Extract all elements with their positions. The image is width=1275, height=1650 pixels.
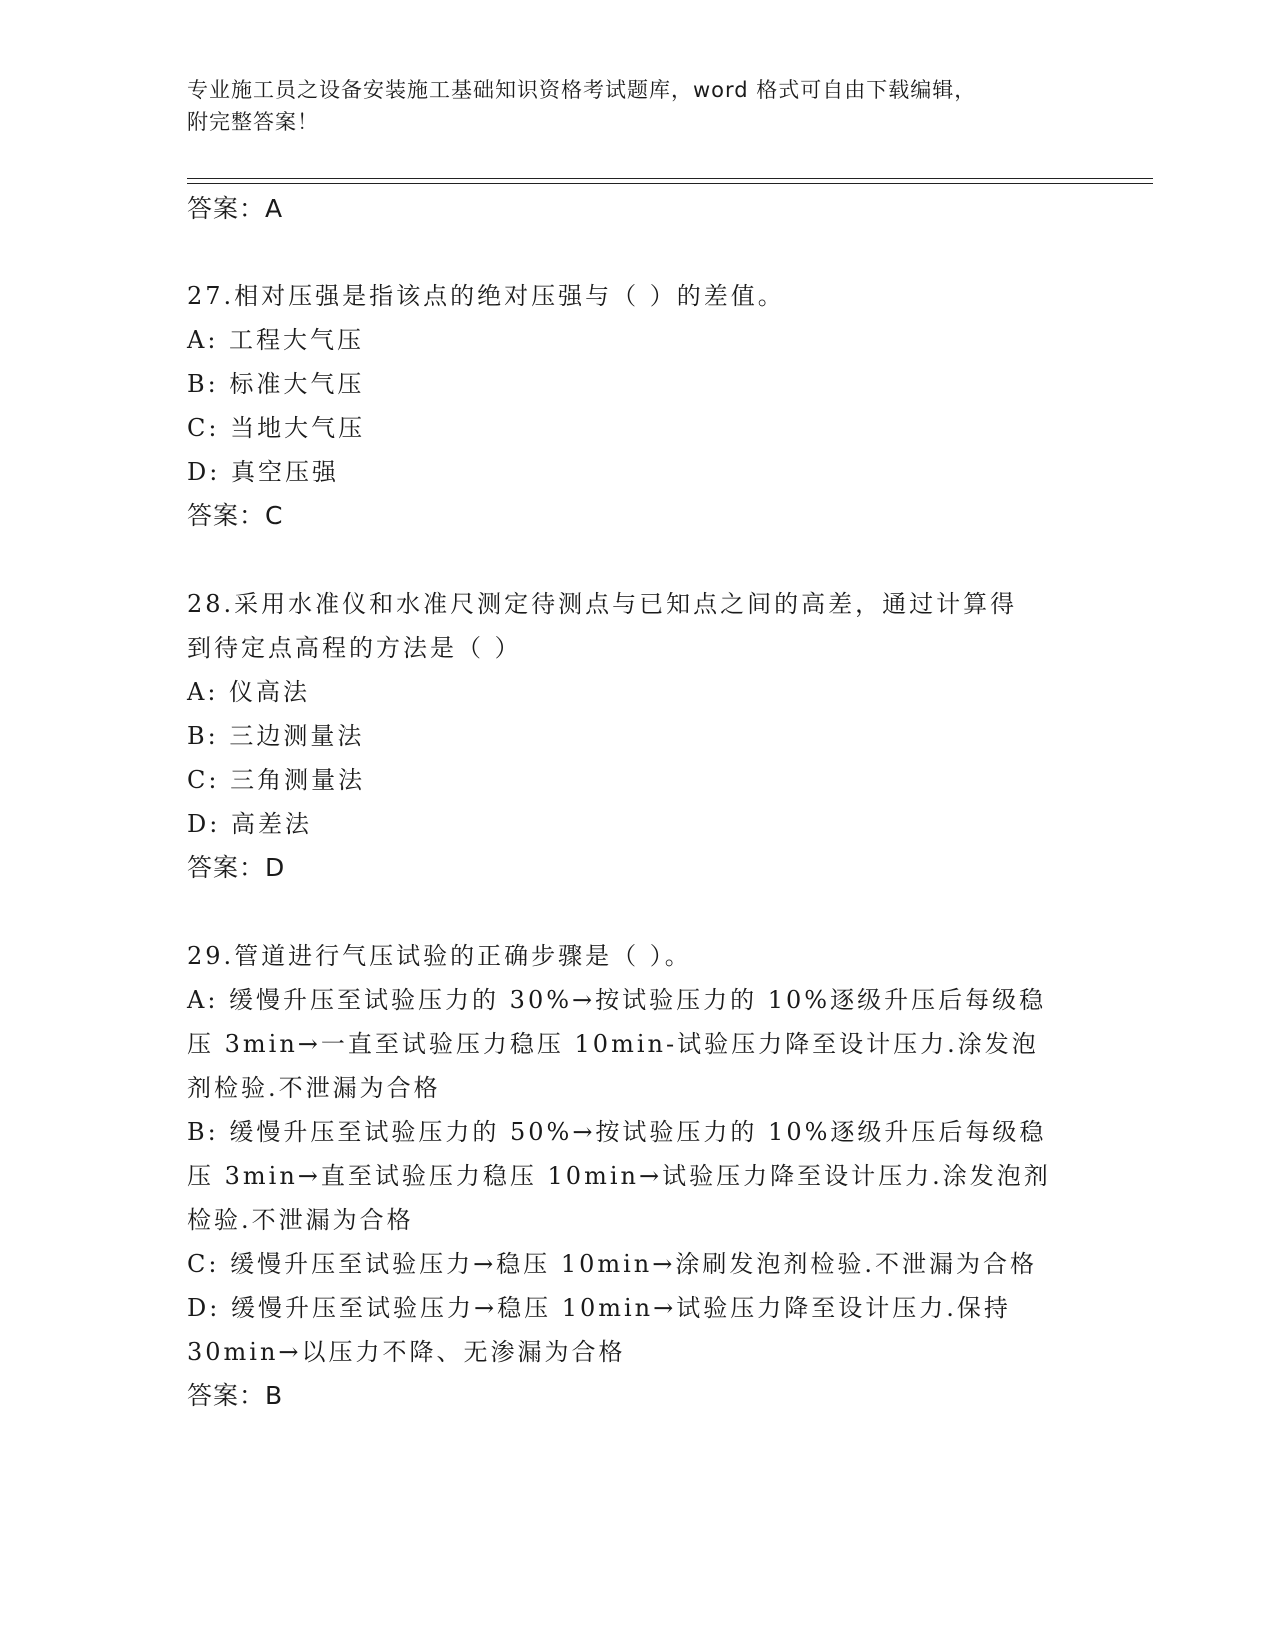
question-27-option-b: B: 标准大气压 bbox=[187, 370, 365, 398]
question-29-option-a-line-1: A: 缓慢升压至试验压力的 30%→按试验压力的 10%逐级升压后每级稳 bbox=[187, 986, 1047, 1014]
answer-prev: 答案：A bbox=[187, 194, 284, 223]
question-28-stem-line-2: 到待定点高程的方法是（ ） bbox=[187, 634, 522, 662]
question-27-answer: 答案：C bbox=[187, 501, 284, 530]
question-27-option-d: D: 真空压强 bbox=[187, 458, 339, 486]
question-28-stem-line-1: 28.采用水准仪和水准尺测定待测点与已知点之间的高差，通过计算得 bbox=[187, 590, 1018, 618]
question-28-answer: 答案：D bbox=[187, 853, 286, 882]
document-header bbox=[187, 74, 1067, 138]
header-divider bbox=[187, 178, 1153, 184]
question-28-option-c: C: 三角测量法 bbox=[187, 766, 366, 794]
question-27-option-a: A: 工程大气压 bbox=[187, 326, 365, 354]
question-28-option-d: D: 高差法 bbox=[187, 810, 312, 838]
question-29-option-a-line-2: 压 3min→一直至试验压力稳压 10min-试验压力降至设计压力.涂发泡 bbox=[187, 1030, 1039, 1058]
question-29-option-b-line-2: 压 3min→直至试验压力稳压 10min→试验压力降至设计压力.涂发泡剂 bbox=[187, 1162, 1051, 1190]
question-27-stem: 27.相对压强是指该点的绝对压强与（ ）的差值。 bbox=[187, 282, 785, 310]
question-29-option-b-line-1: B: 缓慢升压至试验压力的 50%→按试验压力的 10%逐级升压后每级稳 bbox=[187, 1118, 1047, 1146]
question-29-option-b-line-3: 检验.不泄漏为合格 bbox=[187, 1206, 414, 1234]
question-28-option-a: A: 仪高法 bbox=[187, 678, 311, 706]
header-line-2: 附完整答案！ bbox=[187, 110, 319, 134]
question-29-stem: 29.管道进行气压试验的正确步骤是（ ）。 bbox=[187, 942, 692, 970]
header-line-1: 专业施工员之设备安装施工基础知识资格考试题库，word 格式可自由下载编辑， bbox=[187, 78, 977, 102]
question-29-answer: 答案：B bbox=[187, 1381, 284, 1410]
question-27-option-c: C: 当地大气压 bbox=[187, 414, 366, 442]
question-29-option-d-line-2: 30min→以压力不降、无渗漏为合格 bbox=[187, 1338, 626, 1366]
question-29-option-d-line-1: D: 缓慢升压至试验压力→稳压 10min→试验压力降至设计压力.保持 bbox=[187, 1294, 1011, 1322]
question-29-option-a-line-3: 剂检验.不泄漏为合格 bbox=[187, 1074, 441, 1102]
question-29-option-c: C: 缓慢升压至试验压力→稳压 10min→涂刷发泡剂检验.不泄漏为合格 bbox=[187, 1250, 1037, 1278]
question-28-option-b: B: 三边测量法 bbox=[187, 722, 365, 750]
